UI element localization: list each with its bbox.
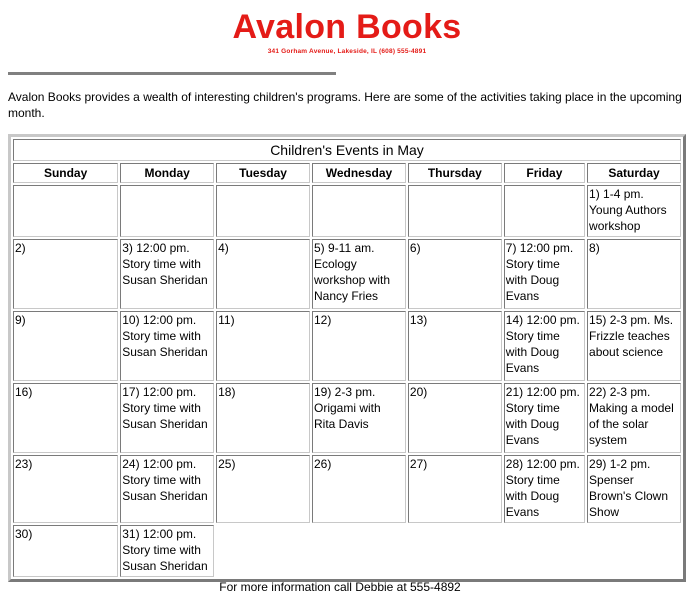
day-cell: 9) [13,311,118,381]
day-cell: 24) 12:00 pm. Story time with Susan Sheridan [120,455,214,523]
day-cell: 11) [216,311,310,381]
day-header-monday: Monday [120,163,214,183]
day-cell: 23) [13,455,118,523]
horizontal-rule [8,72,336,75]
week-row [13,239,681,309]
day-cell: 17) 12:00 pm. Story time with Susan Sheridan [120,383,214,453]
day-cell: 18) [216,383,310,453]
day-header-sunday: Sunday [13,163,118,183]
week-row [13,311,681,381]
day-cell [312,185,406,237]
day-cell: 21) 12:00 pm. Story time with Doug Evans [504,383,585,453]
day-cell [408,185,502,237]
day-cell: 3) 12:00 pm. Story time with Susan Sheridan [120,239,214,309]
day-cell: 8) [587,239,681,309]
events-calendar [8,134,686,582]
day-cell [120,185,214,237]
day-cell [216,185,310,237]
calendar-title: Children's Events in May [13,139,681,161]
week-row [13,525,681,577]
day-cell: 4) [216,239,310,309]
day-cell: 25) [216,455,310,523]
header [0,0,694,55]
week-row [13,185,681,237]
day-cell: 7) 12:00 pm. Story time with Doug Evans [504,239,585,309]
day-cell: 27) [408,455,502,523]
day-header-friday: Friday [504,163,585,183]
calendar-table [11,137,683,579]
day-cell: 13) [408,311,502,381]
day-cell: 28) 12:00 pm. Story time with Doug Evans [504,455,585,523]
day-cell: 19) 2-3 pm. Origami with Rita Davis [312,383,406,453]
day-header-thursday: Thursday [408,163,502,183]
day-cell: 2) [13,239,118,309]
day-cell: 14) 12:00 pm. Story time with Doug Evans [504,311,585,381]
day-cell [504,185,585,237]
day-cell [13,185,118,237]
day-cell: 26) [312,455,406,523]
store-address: 341 Gorham Avenue, Lakeside, IL (608) 555-4891 [267,48,427,55]
day-cell: 31) 12:00 pm. Story time with Susan Sheridan [120,525,214,577]
day-cell: 22) 2-3 pm. Making a model of the solar system [587,383,681,453]
day-cell: 29) 1-2 pm. Spenser Brown's Clown Show [587,455,681,523]
empty-space [216,525,681,577]
week-row [13,383,681,453]
day-cell: 30) [13,525,118,577]
day-header-saturday: Saturday [587,163,681,183]
week-row [13,455,681,523]
day-cell: 5) 9-11 am. Ecology workshop with Nancy Fries [312,239,406,309]
day-cell: 15) 2-3 pm. Ms. Frizzle teaches about science [587,311,681,381]
site-title: Avalon Books [232,8,462,46]
day-header-tuesday: Tuesday [216,163,310,183]
day-cell: 12) [312,311,406,381]
day-cell: 16) [13,383,118,453]
intro-paragraph: Avalon Books provides a wealth of interesting children's programs. Here are some of the activities taking place in the upcoming month. [8,90,682,120]
day-cell: 20) [408,383,502,453]
day-cell: 6) [408,239,502,309]
day-cell: 10) 12:00 pm. Story time with Susan Sheridan [120,311,214,381]
day-header-wednesday: Wednesday [312,163,406,183]
day-cell: 1) 1-4 pm. Young Authors workshop [587,185,681,237]
contact-footer: For more information call Debbie at 555-4892 [219,580,461,594]
